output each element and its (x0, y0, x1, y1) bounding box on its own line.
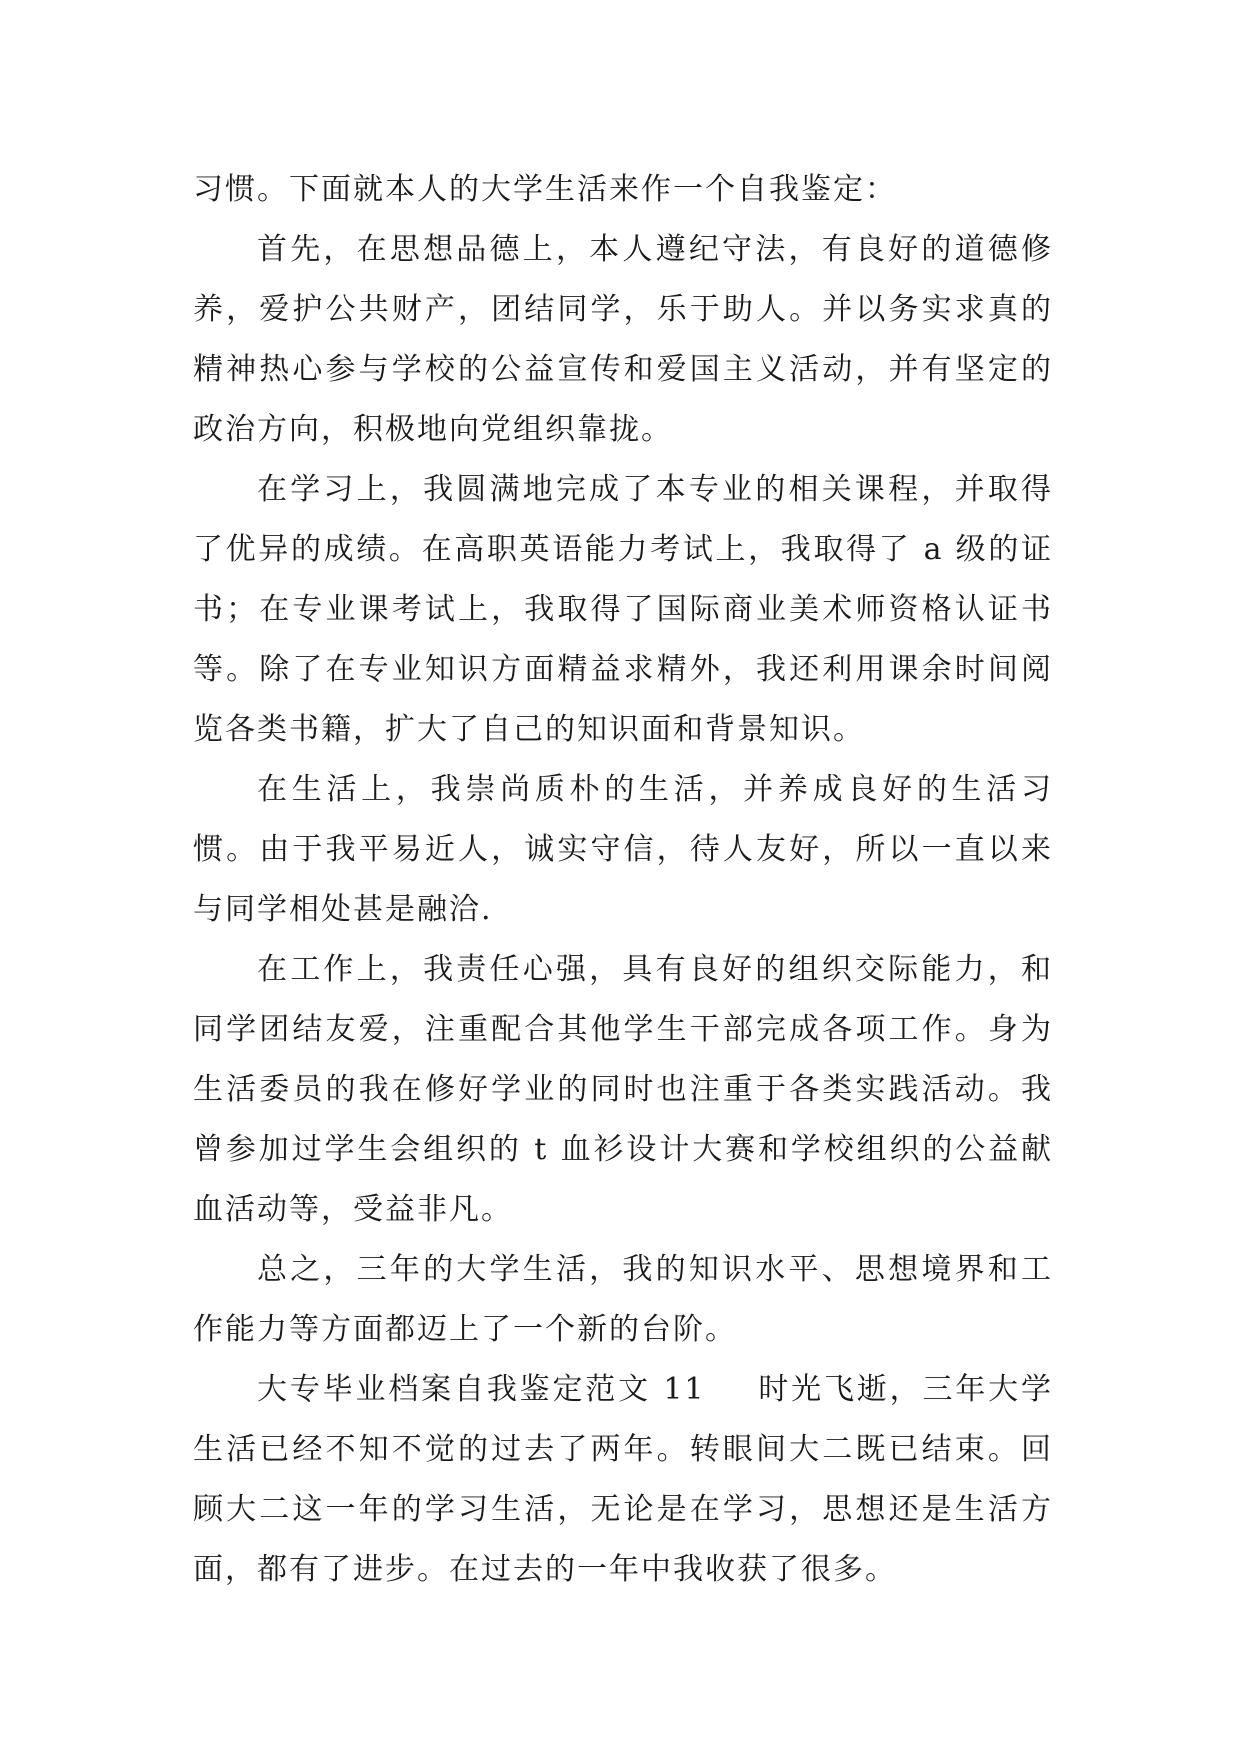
paragraph-sample-eleven (193, 1360, 1053, 1600)
paragraph-work: 在工作上，我责任心强，具有良好的组织交际能力，和同学团结友爱，注重配合其他学生干部完成各项工作。身为生活委员的我在修好学业的同时也注重于各类实践活动。我曾参加过学生会组织的 t 血衫设计大赛和学校组织的公益献血活动等，受益非凡。 (193, 952, 1053, 1227)
paragraph-life: 在生活上，我崇尚质朴的生活，并养成良好的生活习惯。由于我平易近人，诚实守信，待人友好，所以一直以来与同学相处甚是融洽. (193, 772, 1053, 927)
paragraph-moral-character: 首先，在思想品德上，本人遵纪守法，有良好的道德修养，爱护公共财产，团结同学，乐于助人。并以务实求真的精神热心参与学校的公益宣传和爱国主义活动，并有坚定的政治方向，积极地向党组织靠拢。 (193, 232, 1053, 447)
document-body (193, 160, 1053, 1600)
paragraph-intro-continuation: 习惯。下面就本人的大学生活来作一个自我鉴定： (193, 172, 897, 207)
paragraph-summary: 总之，三年的大学生活，我的知识水平、思想境界和工作能力等方面都迈上了一个新的台阶。 (193, 1252, 1053, 1347)
paragraph-study: 在学习上，我圆满地完成了本专业的相关课程，并取得了优异的成绩。在高职英语能力考试上，我取得了 a 级的证书；在专业课考试上，我取得了国际商业美术师资格认证书等。除了在专业知识方面精益求精外，我还利用课余时间阅览各类书籍，扩大了自己的知识面和背景知识。 (193, 472, 1053, 747)
sample-text: 时光飞逝，三年大学生活已经不知不觉的过去了两年。转眼间大二既已结束。回顾大二这一年的学习生活，无论是在学习，思想还是生活方面，都有了进步。在过去的一年中我收获了很多。 (193, 1372, 1053, 1587)
sample-heading: 大专毕业档案自我鉴定范文 11 (257, 1372, 706, 1407)
